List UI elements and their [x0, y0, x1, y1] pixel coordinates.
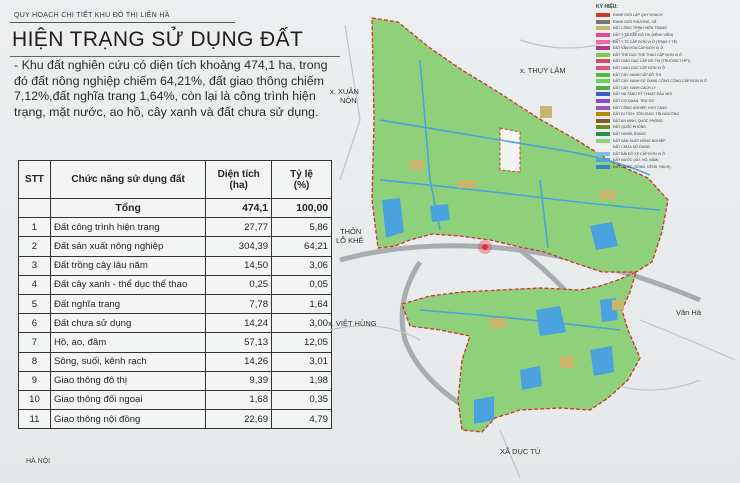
legend-label: ĐẤT CÂY XANH CÁCH LY: [613, 85, 656, 90]
legend-item: [596, 25, 736, 32]
legend-item: [596, 19, 736, 26]
legend-item: [596, 12, 736, 19]
legend-item: [596, 137, 736, 144]
label-xa-duc-tu: XÃ DỤC TÚ: [500, 447, 541, 456]
legend-label: ĐẤT NGHĨA TRANG: [613, 131, 646, 136]
legend-swatch: [596, 99, 610, 103]
project-name: QUY HOẠCH CHI TIẾT KHU ĐÔ THỊ LIÊN HÀ: [14, 12, 170, 19]
legend-swatch: [596, 59, 610, 63]
cell-ratio: 5,86: [272, 218, 332, 237]
cell-name: Đất chưa sử dụng: [50, 314, 205, 333]
legend-label: ĐẤT CƠ QUAN, TRỤ SỞ: [613, 99, 654, 104]
legend-swatch: [596, 119, 610, 123]
legend-swatch: [596, 125, 610, 129]
cell-area: 304,39: [206, 237, 272, 256]
map-legend: [596, 4, 736, 170]
legend-label: ĐẤT CÔNG TRÌNH HIỆN TRẠNG: [613, 26, 667, 31]
legend-title: KÝ HIỆU:: [596, 4, 618, 10]
legend-item: [596, 71, 736, 78]
cell-area: 22,69: [206, 410, 272, 429]
footer-location: HÀ NỘI: [26, 458, 51, 465]
cell-ratio: 1,98: [272, 371, 332, 390]
legend-item: [596, 85, 736, 92]
legend-swatch: [596, 92, 610, 96]
legend-item: [596, 124, 736, 131]
cell-name: Đất nghĩa trang: [50, 294, 205, 313]
legend-label: ĐẤT CÔNG NGHIỆP, KHO TÀNG: [613, 105, 667, 110]
cell-ratio: 64,21: [272, 237, 332, 256]
cell-ratio: 3,00: [272, 314, 332, 333]
legend-item: [596, 150, 736, 157]
legend-swatch: [596, 46, 610, 50]
legend-swatch: [596, 145, 610, 149]
cell-ratio: 0,35: [272, 390, 332, 409]
header-ratio-line2: (%): [293, 179, 310, 191]
legend-item: [596, 104, 736, 111]
legend-swatch: [596, 86, 610, 90]
legend-swatch: [596, 112, 610, 116]
cell-area: 7,78: [206, 294, 272, 313]
legend-item: [596, 65, 736, 72]
cell-stt: 4: [19, 275, 51, 294]
cell-stt: 2: [19, 237, 51, 256]
legend-label: ĐẤT Y TẾ CẤP ĐÔ THỊ (BỆNH VIỆN): [613, 33, 674, 38]
page-title: HIỆN TRẠNG SỬ DỤNG ĐẤT: [12, 28, 304, 51]
label-xuan-non-2: NỘN: [340, 96, 357, 105]
cell-stt: 10: [19, 390, 51, 409]
legend-item: [596, 164, 736, 171]
legend-item: [596, 144, 736, 151]
legend-swatch: [596, 26, 610, 30]
label-viet-hung: x. VIỆT HÙNG: [328, 319, 377, 328]
cell-area: 14,26: [206, 352, 272, 371]
cell-stt: 7: [19, 333, 51, 352]
legend-label: ĐẤT DI TÍCH, TÔN GIÁO, TÍN NGƯỠNG: [613, 112, 680, 117]
legend-item: [596, 45, 736, 52]
legend-swatch: [596, 79, 610, 83]
legend-swatch: [596, 132, 610, 136]
intro-paragraph: - Khu đất nghiên cứu có diện tích khoảng 474,1 ha, trong đó đất nông nghiệp chiếm 64,21%, đất giao thông chiếm 7,12%,đất nghĩa trang 1,64%, còn lại là công trình hiện trạng, mặt nước, ao hồ, cây xanh và đất chưa sử dụng.: [14, 58, 328, 119]
cell-ratio: 12,05: [272, 333, 332, 352]
legend-item: [596, 157, 736, 164]
legend-label: ĐẤT VĂN HÓA CẤP ĐƠN VỊ Ở: [613, 46, 664, 51]
total-label: Tổng: [50, 199, 205, 218]
header-stt: STT: [19, 161, 51, 199]
legend-swatch: [596, 106, 610, 110]
legend-label: ĐẤT CÂY XANH CẤP ĐÔ THỊ: [613, 72, 661, 77]
legend-label: ĐẤT NƯỚC (SÔNG, KÊNH, RẠCH): [613, 164, 671, 169]
cell-area: 1,68: [206, 390, 272, 409]
header-function: Chức năng sử dụng đất: [50, 161, 205, 199]
legend-item: [596, 98, 736, 105]
cell-name: Giao thông đô thị: [50, 371, 205, 390]
cell-area: 9,39: [206, 371, 272, 390]
legend-swatch: [596, 40, 610, 44]
cell-ratio: 1,64: [272, 294, 332, 313]
legend-label: ĐẤT GIÁO DỤC CẤP ĐƠN VỊ Ở: [613, 66, 665, 71]
total-ratio: 100,00: [272, 199, 332, 218]
cell-name: Đất công trình hiện trạng: [50, 218, 205, 237]
cell-stt: 1: [19, 218, 51, 237]
legend-item: [596, 38, 736, 45]
cell-name: Sông, suối, kênh rạch: [50, 352, 205, 371]
location-marker[interactable]: [482, 244, 488, 250]
cell-area: 57,13: [206, 333, 272, 352]
label-van-ha: Vân Hà: [676, 308, 702, 317]
legend-item: [596, 78, 736, 85]
cell-ratio: 0,05: [272, 275, 332, 294]
legend-label: ĐẤT GIÁO DỤC CẤP ĐÔ THỊ (TRƯỜNG THPT): [613, 59, 691, 64]
cell-area: 27,77: [206, 218, 272, 237]
cell-stt: 8: [19, 352, 51, 371]
legend-label: ĐẤT AN NINH, QUỐC PHÒNG: [613, 118, 663, 123]
legend-items: [596, 12, 736, 170]
cell-name: Giao thông đối ngoại: [50, 390, 205, 409]
excluded-plot: [500, 128, 520, 172]
cell-ratio: 3,06: [272, 256, 332, 275]
legend-label: ĐẤT HẠ TẦNG KỸ THUẬT ĐẦU MỐI: [613, 92, 673, 97]
cell-area: 14,50: [206, 256, 272, 275]
label-thon-1: THÔN: [340, 227, 362, 236]
legend-label: ĐẤT NƯỚC (AO, HỒ, ĐẦM): [613, 158, 659, 163]
cell-area: 14,24: [206, 314, 272, 333]
cell-area: 0,25: [206, 275, 272, 294]
legend-item: [596, 91, 736, 98]
legend-swatch: [596, 33, 610, 37]
legend-swatch: [596, 53, 610, 57]
legend-label: ĐẤT CÂY XANH SỬ DỤNG CÔNG CỘNG CẤP ĐƠN VỊ Ở: [613, 79, 708, 84]
legend-swatch: [596, 139, 610, 143]
legend-label: RANH GIỚI LẬP QUY HOẠCH: [613, 13, 663, 18]
legend-swatch: [596, 152, 610, 156]
cell-stt: 11: [19, 410, 51, 429]
cell-ratio: 3,01: [272, 352, 332, 371]
label-thuy-lam: x. THỤY LÂM: [520, 66, 566, 75]
legend-item: [596, 131, 736, 138]
header-ratio-line1: Tỷ lệ: [290, 168, 313, 180]
legend-swatch: [596, 13, 610, 17]
legend-swatch: [596, 165, 610, 169]
legend-item: [596, 32, 736, 39]
legend-swatch: [596, 158, 610, 162]
legend-label: ĐẤT BÃI ĐỖ XE CẤP ĐƠN VỊ Ở: [613, 151, 666, 156]
legend-swatch: [596, 66, 610, 70]
legend-label: ĐẤT THỂ DỤC THỂ THAO CẤP ĐƠN VỊ Ở: [613, 52, 683, 57]
legend-swatch: [596, 73, 610, 77]
legend-label: ĐẤT Y TẾ CẤP ĐƠN VỊ Ở (TRẠM Y TẾ): [613, 39, 678, 44]
cell-ratio: 4,79: [272, 410, 332, 429]
cell-stt: 6: [19, 314, 51, 333]
header-area-line2: (ha): [229, 179, 248, 191]
label-thon-2: LỖ KHÊ: [336, 236, 364, 245]
total-area: 474,1: [206, 199, 272, 218]
cell-name: Đất trồng cây lâu năm: [50, 256, 205, 275]
legend-label: ĐẤT SẢN XUẤT NÔNG NGHIỆP: [613, 138, 666, 143]
cell-stt: 3: [19, 256, 51, 275]
legend-item: [596, 58, 736, 65]
label-xuan-non-1: x. XUÂN: [330, 87, 359, 96]
legend-swatch: [596, 20, 610, 24]
cell-stt: 9: [19, 371, 51, 390]
legend-item: [596, 52, 736, 59]
legend-label: ĐẤT CHƯA SỬ DỤNG: [613, 145, 650, 150]
cell-name: Đất cây xanh - thể dục thể thao: [50, 275, 205, 294]
legend-label: ĐẤT QUỐC PHÒNG: [613, 125, 647, 130]
cell-stt: 5: [19, 294, 51, 313]
header-area-line1: Diện tích: [217, 168, 260, 180]
cell-name: Giao thông nội đồng: [50, 410, 205, 429]
cell-name: Đất sản xuất nông nghiệp: [50, 237, 205, 256]
legend-item: [596, 118, 736, 125]
legend-label: RANH GIỚI PHƯỜNG, XÃ: [613, 19, 657, 24]
cell-name: Hồ, ao, đầm: [50, 333, 205, 352]
legend-item: [596, 111, 736, 118]
